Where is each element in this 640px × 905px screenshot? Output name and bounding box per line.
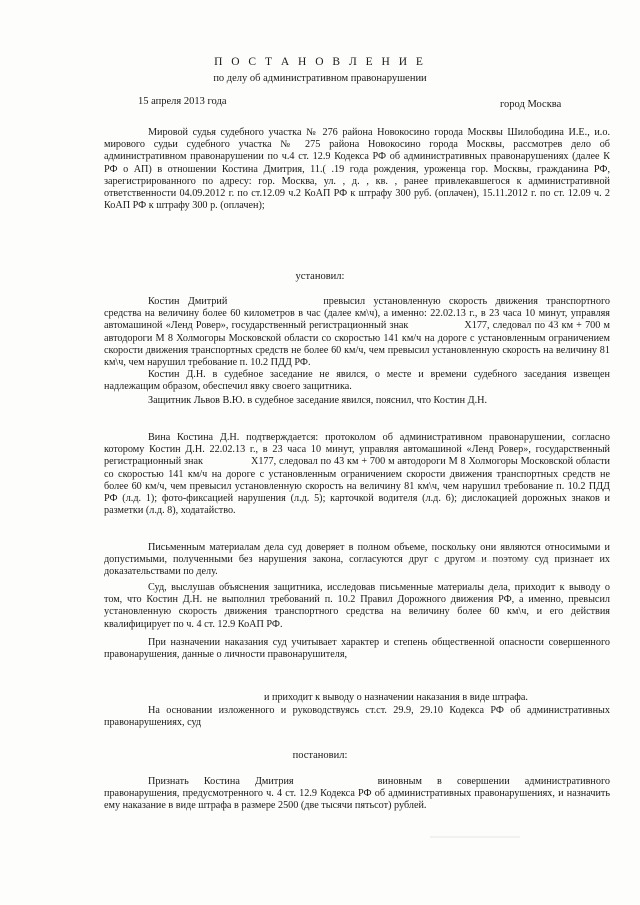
evidence-paragraph-1 [104, 432, 610, 517]
decision-text-1b: виновным в совершении административного правонарушения, предусмотренного ч. 4 ст. 12.9 Кодекса РФ об административных правонарушениях, и назначить ему наказание в виде штрафа в размере 2500 (две тысячи пятьсот) рублей. [104, 776, 610, 812]
evidence-paragraph-6: На основании изложенного и руководствуясь ст.ст. 29.9, 29.10 Кодекса РФ об административных правонарушениях, суд [104, 705, 610, 729]
intro-paragraph [104, 127, 610, 212]
document-city: город Москва [500, 99, 562, 110]
evidence-text-1a: Вина Костина Д.Н. подтверждается: протоколом об административном правонарушении, согласно которому Костин Д.Н. 22.02.13 г., в 23 часа 10 минут, управляя автомашиной «Ленд Ровер», государственный регистрационный знак [104, 432, 610, 468]
section-established-heading: установил: [295, 271, 345, 282]
section-decreed-heading: постановил: [292, 750, 348, 761]
intro-text-part1: Мировой судья судебного участка № 276 района Новокосино города Москвы Шилободина И.Е., и.о. мирового судьи судебного участка № 275 района Новокосино города Москвы, рассмотрев дело об административном правонарушении по ч.4 ст. 12.9 Кодекса РФ об административных правонарушениях (далее К РФ о АП) в отношении Костина Дмитрия [104, 127, 610, 175]
document-date: 15 апреля 2013 года [138, 96, 227, 107]
scan-artifact [470, 560, 530, 562]
document-subtitle: по делу об административном правонарушении [213, 73, 427, 84]
document-title: П О С Т А Н О В Л Е Н И Е [214, 56, 426, 68]
defendant-name: Костин Дмитрий [148, 296, 228, 307]
intro-text-part2: , 11.( .19 года рождения, уроженца гор. Москвы, гражданина РФ, зарегистрированного по адресу: гор. Москва, ул. , д. , кв. , ранее привлекавшегося к административной ответственности 04.09.2012 г. по ст.12.09 ч.2 КоАП РФ к штрафу 300 руб. (оплачен), 15.11.2012 г. по ст. 12.09 ч. 2 КоАП РФ к штрафу 300 р. (оплачен); [104, 163, 611, 212]
decision-text-1a: Признать Костина Дмитрия [148, 776, 294, 787]
evidence-text-1b: Х177, следовал по 43 км + 700 м автодороги М 8 Холмогоры Московской области со скоростью 141 км/ч на дороге с установленным ограничением скорости движения транспортных средств не более 60 км/ч, чем превысил установленную скорость на величину 81 км\ч, чем нарушил требование п. 10.2 ПДД РФ (л.д. 1); фото-фиксацией нарушения (л.д. 5); карточкой водителя (л.д. 6); дислокацией дорожных знаков и разметки (л.д. 8), ходатайство. [104, 456, 610, 517]
evidence-paragraph-3: Суд, выслушав объяснения защитника, исследовав письменные материалы дела, приходит к выводу о том, что Костин Д.Н. не выполнил требований п. 10.2 Правил Дорожного движения РФ, а именно, превысил установленную скорость движения транспортного средства на величину более 60 км\ч, и его действия квалифицирует по ч. 4 ст. 12.9 КоАП РФ. [104, 582, 610, 630]
evidence-paragraph-2: Письменным материалам дела суд доверяет в полном объеме, поскольку они являются относимыми и допустимыми, полученными без нарушения закона, согласуются друг с другом и поэтому суд признает их доказательствами по делу. [104, 542, 610, 578]
decision-paragraph [104, 776, 610, 813]
scan-artifact [430, 836, 520, 838]
established-text-1c: Х177, следовал по 43 км + 700 м автодороги М 8 Холмогоры Московской области со скоростью 141 км/ч на дороге с установленным ограничением скорости движения транспортных средств не более 60 км/ч, чем превысил установленную скорость на величину 81 км\ч, чем нарушил требование п. 10.2 ПДД РФ. [104, 320, 610, 369]
established-paragraph-1 [104, 296, 610, 369]
scan-artifact [520, 320, 560, 322]
evidence-paragraph-4: При назначении наказания суд учитывает характер и степень общественной опасности совершенного правонарушения, данные о личности правонарушителя, [104, 637, 610, 661]
established-text-1b: превысил установленную скорость движения транспортного средства на величину более 60 километров в час (далее км\ч), а именно: 22.02.13 г., в 23 часа 10 минут, управляя автомашиной «Ленд Ровер», государственный регистрационный знак [104, 296, 610, 332]
established-paragraph-2: Костин Д.Н. в судебное заседание не явился, о месте и времени судебного заседания извещен надлежащим образом, обеспечил явку своего защитника. [104, 369, 610, 393]
evidence-paragraph-5: и приходит к выводу о назначении наказания в виде штрафа. [264, 692, 528, 703]
established-paragraph-3: Защитник Львов В.Ю. в судебное заседание явился, пояснил, что Костин Д.Н. [148, 395, 488, 406]
